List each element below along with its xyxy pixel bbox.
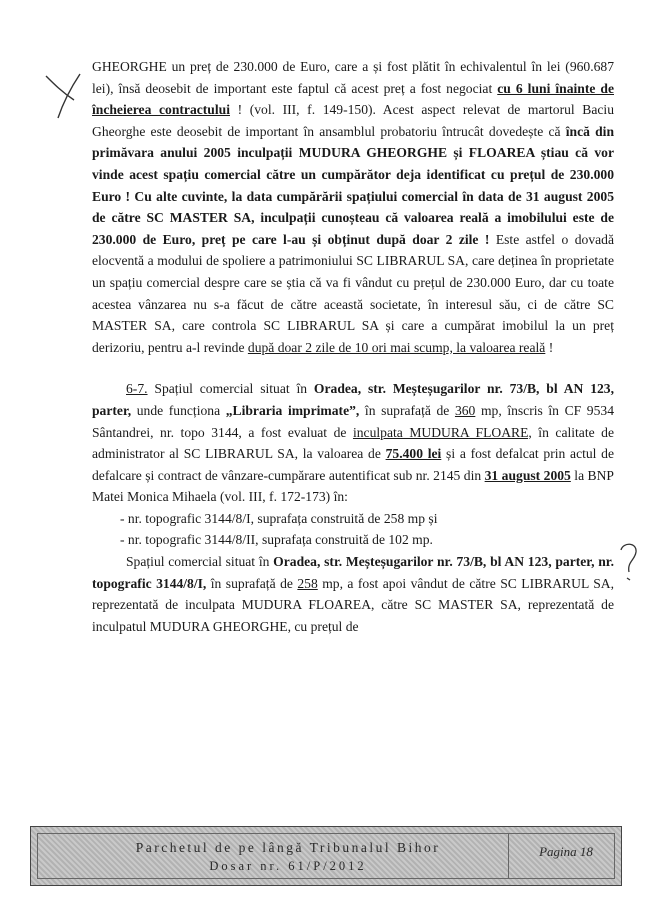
- text-run: !: [545, 339, 554, 355]
- footer-frame: [37, 833, 615, 879]
- list-item: - nr. topografic 3144/8/I, suprafața construită de 258 mp și: [120, 510, 438, 526]
- handwritten-x-icon: [40, 70, 88, 122]
- bold-text: „Libraria imprimate”,: [225, 402, 360, 418]
- text-run: GHEORGHE un preț de 230.000 de Euro, care a și fost plătit în echivalentul în lei (960.687 lei), însă deosebit de important este faptul că acest preț a fost negociat: [92, 59, 614, 96]
- bold-text: încă din primăvara anului 2005 inculpații MUDURA GHEORGHE și FLOAREA: [92, 123, 615, 161]
- footer-case-number: Dosar nr. 61/P/2012: [209, 859, 367, 873]
- handwritten-question-mark-icon: [617, 540, 641, 584]
- text-run: Spațiul comercial situat în: [147, 381, 314, 397]
- underlined-text: 360: [454, 402, 476, 418]
- list-item: - nr. topografic 3144/8/II, suprafața construită de 102 mp.: [120, 532, 433, 548]
- bold-text: Oradea, str. Meșteșugarilor nr. 73/B, bl AN 123, parter, nr. topografic 3144/8/I,: [92, 554, 614, 591]
- paragraph-2: [92, 378, 614, 508]
- bold-underlined-text: 75.400 lei: [385, 446, 442, 462]
- bold-text: Oradea, str. Meșteșugarilor nr. 73/B, bl AN 123, parter,: [92, 381, 614, 418]
- document-body: [92, 56, 614, 637]
- text-run: mp, înscris în CF 9534 Sântandrei, nr. topo 3144, a fost evaluat de: [92, 402, 614, 440]
- underlined-text: cu 6 luni înainte de încheierea contractului: [92, 80, 614, 118]
- underlined-text: după doar 2 zile de 10 ori mai scump, la valoarea reală: [247, 339, 546, 355]
- section-number: 6-7.: [126, 381, 148, 397]
- paragraph-1: [92, 56, 614, 358]
- text-run: în calitate de administrator al SC LIBRARUL SA, la valoarea de: [92, 424, 615, 462]
- underlined-text: inculpata MUDURA FLOARE,: [352, 424, 532, 440]
- footer-institution: Parchetul de pe lângă Tribunalul Bihor: [135, 840, 441, 855]
- topographic-list: [92, 508, 614, 551]
- text-run: și a fost defalcat prin actul de defalcare și contract de vânzare-cumpărare autentificat sub nr. 2145 din: [92, 446, 615, 483]
- text-run: în suprafață de: [206, 575, 298, 591]
- text-run: Spațiul comercial situat în: [126, 554, 274, 570]
- bold-text: știau că vor vinde acest spațiu comercial către un cumpărător deja identificat cu prețul de 230.000 Euro ! Cu alte cuvinte, la data cumpărării spațiului comercial în data de 31 august 2005 de către SC MASTER SA, inculpații cunoșteau că valoarea reală a imobilului este de 230.000 de Euro, preț pe care l-au și obținut după doar 2 zile !: [92, 145, 614, 247]
- footer-divider: [508, 834, 509, 878]
- text-run: ! (vol. III, f. 149-150). Acest aspect relevat de martorul Baciu Gheorghe este deosebit de important în ansamblul probatoriu întrucât dovedește că: [92, 102, 614, 139]
- underlined-text: 258: [297, 575, 318, 591]
- paragraph-3: [92, 551, 614, 637]
- page-number: Pagina 18: [539, 844, 593, 859]
- text-run: la BNP Matei Monica Mihaela (vol. III, f. 172-173) în:: [92, 467, 614, 505]
- text-run: în suprafață de: [359, 402, 455, 418]
- text-run: mp, a fost apoi vândut de către SC LIBRARUL SA, reprezentată de inculpata MUDURA FLOAREA, către SC MASTER SA, reprezentată de inculpatul MUDURA GHEORGHE, cu prețul de: [92, 575, 614, 634]
- bold-underlined-text: 31 august 2005: [484, 467, 571, 483]
- page-footer: [30, 826, 622, 886]
- text-run: unde funcționa: [131, 402, 226, 418]
- text-run: Este astfel o dovadă elocventă a modului de spoliere a patrimoniului SC LIBRARUL SA, care deținea în proprietate un spațiu comercial despre care se știa că va fi vândut cu prețul de 230.000 Euro, dar cu toate acestea vânzarea nu s-a făcut de către această societate, în interesul său, ci de către SC MASTER SA, care controla SC LIBRARUL SA și care a cumpărat imobilul la un preț derizoriu, pentru a-l revinde: [92, 231, 614, 355]
